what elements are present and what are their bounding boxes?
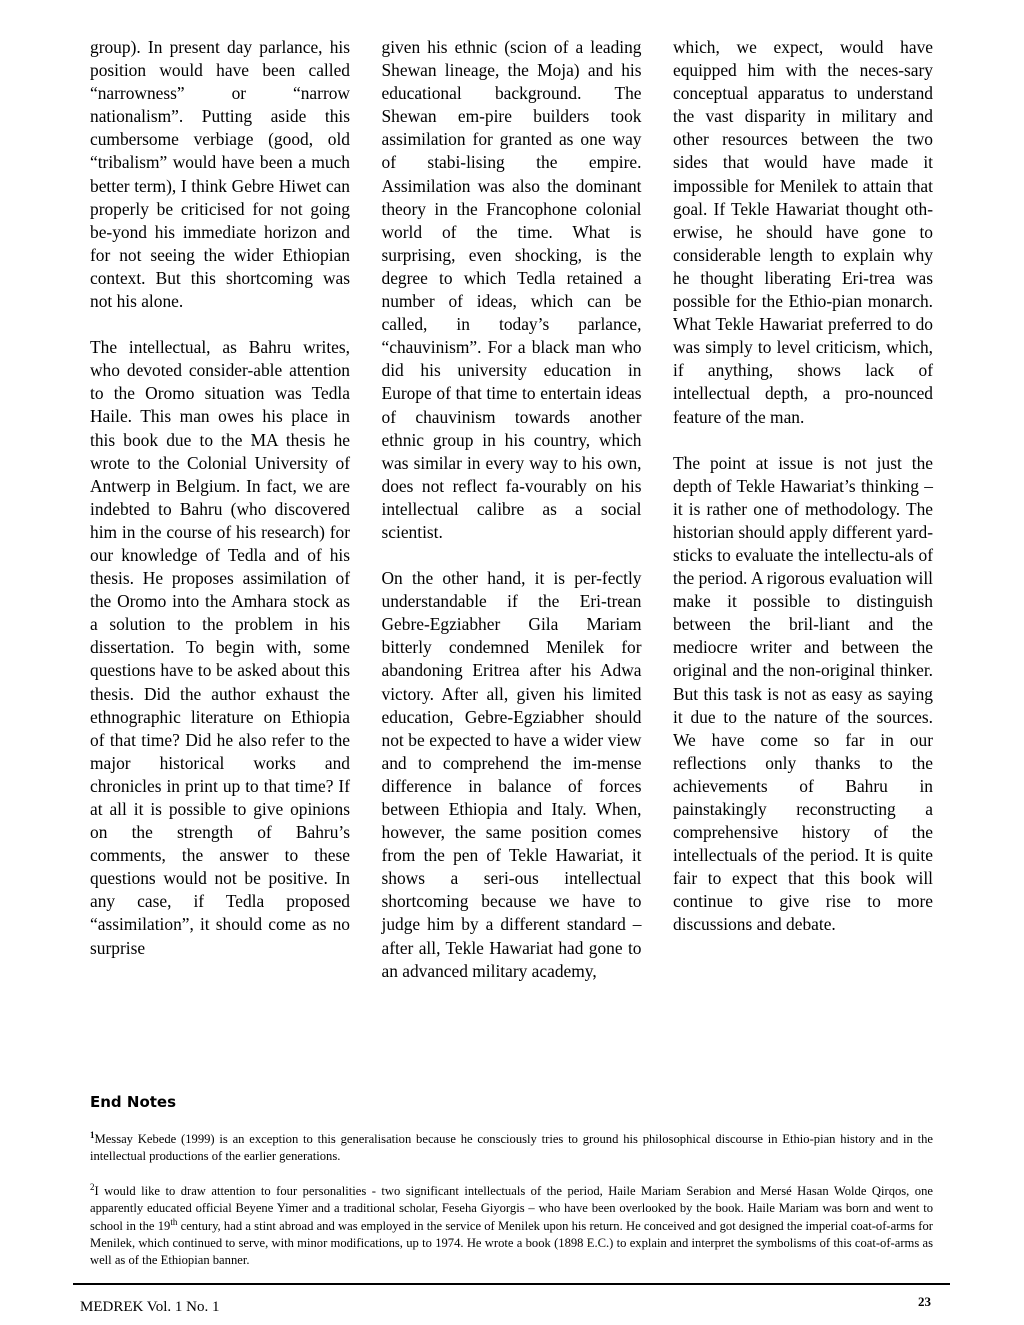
body-columns bbox=[90, 36, 933, 1056]
endnote-marker: 1 bbox=[90, 1129, 95, 1140]
paragraph: The intellectual, as Bahru writes, who devoted consider-able attention to the Oromo situation was Tedla Haile. This man owes his place in this book due to the MA thesis he wrote to the Colonial University of Antwerp in Belgium. In fact, we are indebted to Bahru (who discovered him in the course of his research) for our knowledge of Tedla and of his thesis. He proposes assimilation of the Oromo into the Amhara stock as a solution to the problem in his dissertation. To begin with, some questions have to be asked about this thesis. Did the author exhaust the ethnographic literature on Ethiopia of that time? Did he also refer to the major historical works and chronicles in print up to that time? If at all it is possible to give opinions on the strength of Bahru’s comments, the answer to these questions would not be positive. In any case, if Tedla proposed “assimilation”, it should come as no surprise bbox=[90, 337, 350, 958]
paragraph: On the other hand, it is per-fectly understandable if the Eri-trean Gebre-Egziabher Gila Mariam bitterly condemned Menilek for abandoning Eritrea after his Adwa victory. After all, given his limited education, Gebre-Egziabher should not be expected to have a wider view and to comprehend the im-mense difference in balance of forces between Ethiopia and Italy. When, however, the same position comes from the pen of Tekle Hawariat, it shows a seri-ous intellectual shortcoming because we have to judge him by a different standard – after all, Tekle Hawariat had gone to an advanced military academy, bbox=[381, 568, 642, 981]
paragraph: group). In present day parlance, his position would have been called “narrowness” or “narrow nationalism”. Putting aside this cumbersome verbiage (good, old “tribalism” would have been a much better term), I think Gebre Hiwet can properly be criticised for not going be-yond his immediate horizon and for not seeing the wider Ethiopian context. But this shortcoming was not his alone. bbox=[90, 37, 350, 312]
footer-rule bbox=[73, 1283, 950, 1285]
ordinal-superscript: th bbox=[170, 1216, 178, 1227]
endnotes-heading: End Notes bbox=[90, 1093, 177, 1111]
column-3 bbox=[673, 36, 933, 1056]
endnote-text: century, had a stint abroad and was employed in the service of Menilek upon his return. He conceived and got designed the imperial coat-of-arms for Menilek, which continued to serve, with minor modifications, up to 1974. He wrote a book (1898 E.C.) to explain and interpret the symbolisms of this coat-of-arms as well as of the Ethiopian banner. bbox=[90, 1218, 933, 1268]
paragraph: given his ethnic (scion of a leading Shewan lineage, the Moja) and his educational background. The Shewan em-pire builders took assimilation for granted as one way of stabi-lising the empire. Assimilation was also the dominant theory in the Francophone colonial world of the time. What is surprising, even shocking, is the degree to which Tedla retained a number of ideas, which can be called, in today’s parlance, “chauvinism”. For a black man who did his university education in Europe of that time to entertain ideas of chauvinism towards another ethnic group in his country, which was similar in every way to his own, does not reflect fa-vourably on his intellectual calibre as a social scientist. bbox=[381, 37, 642, 542]
endnote-2 bbox=[90, 1183, 933, 1269]
endnote-marker: 2 bbox=[90, 1181, 95, 1192]
endnote-text: Messay Kebede (1999) is an exception to this generalisation because he consciously tries to ground his philosophical discourse in Ethio-pian history and in the intellectual productions of the earlier generations. bbox=[90, 1132, 933, 1164]
paragraph: which, we expect, would have equipped him with the neces-sary conceptual apparatus to understand the vast disparity in military and other resources between the two sides that would have made it impossible for Menilek to attain that goal. If Tekle Hawariat thought oth-erwise, he should have gone to considerable length to explain why he thought liberating Eri-trea was possible for the Ethio-pian monarch. What Tekle Hawariat preferred to do was simply to level criticism, which, if anything, shows lack of intellectual depth, a pro-nounced feature of the man. bbox=[673, 37, 933, 427]
endnote-1 bbox=[90, 1131, 933, 1166]
column-2 bbox=[382, 36, 642, 1056]
page-number: 23 bbox=[918, 1294, 931, 1309]
paragraph: The point at issue is not just the depth of Tekle Hawariat’s thinking – it is rather one of methodology. The historian should apply different yard-sticks to evaluate the intellectu-als of the period. A rigorous evaluation will make it possible to distinguish between the bril-liant and the mediocre writer and between the original and the non-original thinker. But this task is not as easy as saying it due to the nature of the sources. We have come so far in our reflections only thanks to the achievements of Bahru in painstakingly reconstructing a comprehensive history of the intellectuals of the period. It is quite fair to expect that this book will continue to give rise to more discussions and debate. bbox=[673, 452, 933, 935]
journal-footer: MEDREK Vol. 1 No. 1 bbox=[80, 1299, 220, 1315]
endnote-text: I would like to draw attention to four personalities - two significant intellectuals of the period, Haile Mariam Serabion and Mersé Hasan Wolde Qirqos, one apparently educated official Beyene Yimer and a traditional scholar, Feseha Giyorgis – who have been overlooked by the book. Haile Mariam was born and went to school in the 19 bbox=[90, 1184, 933, 1233]
column-1 bbox=[90, 36, 350, 1056]
